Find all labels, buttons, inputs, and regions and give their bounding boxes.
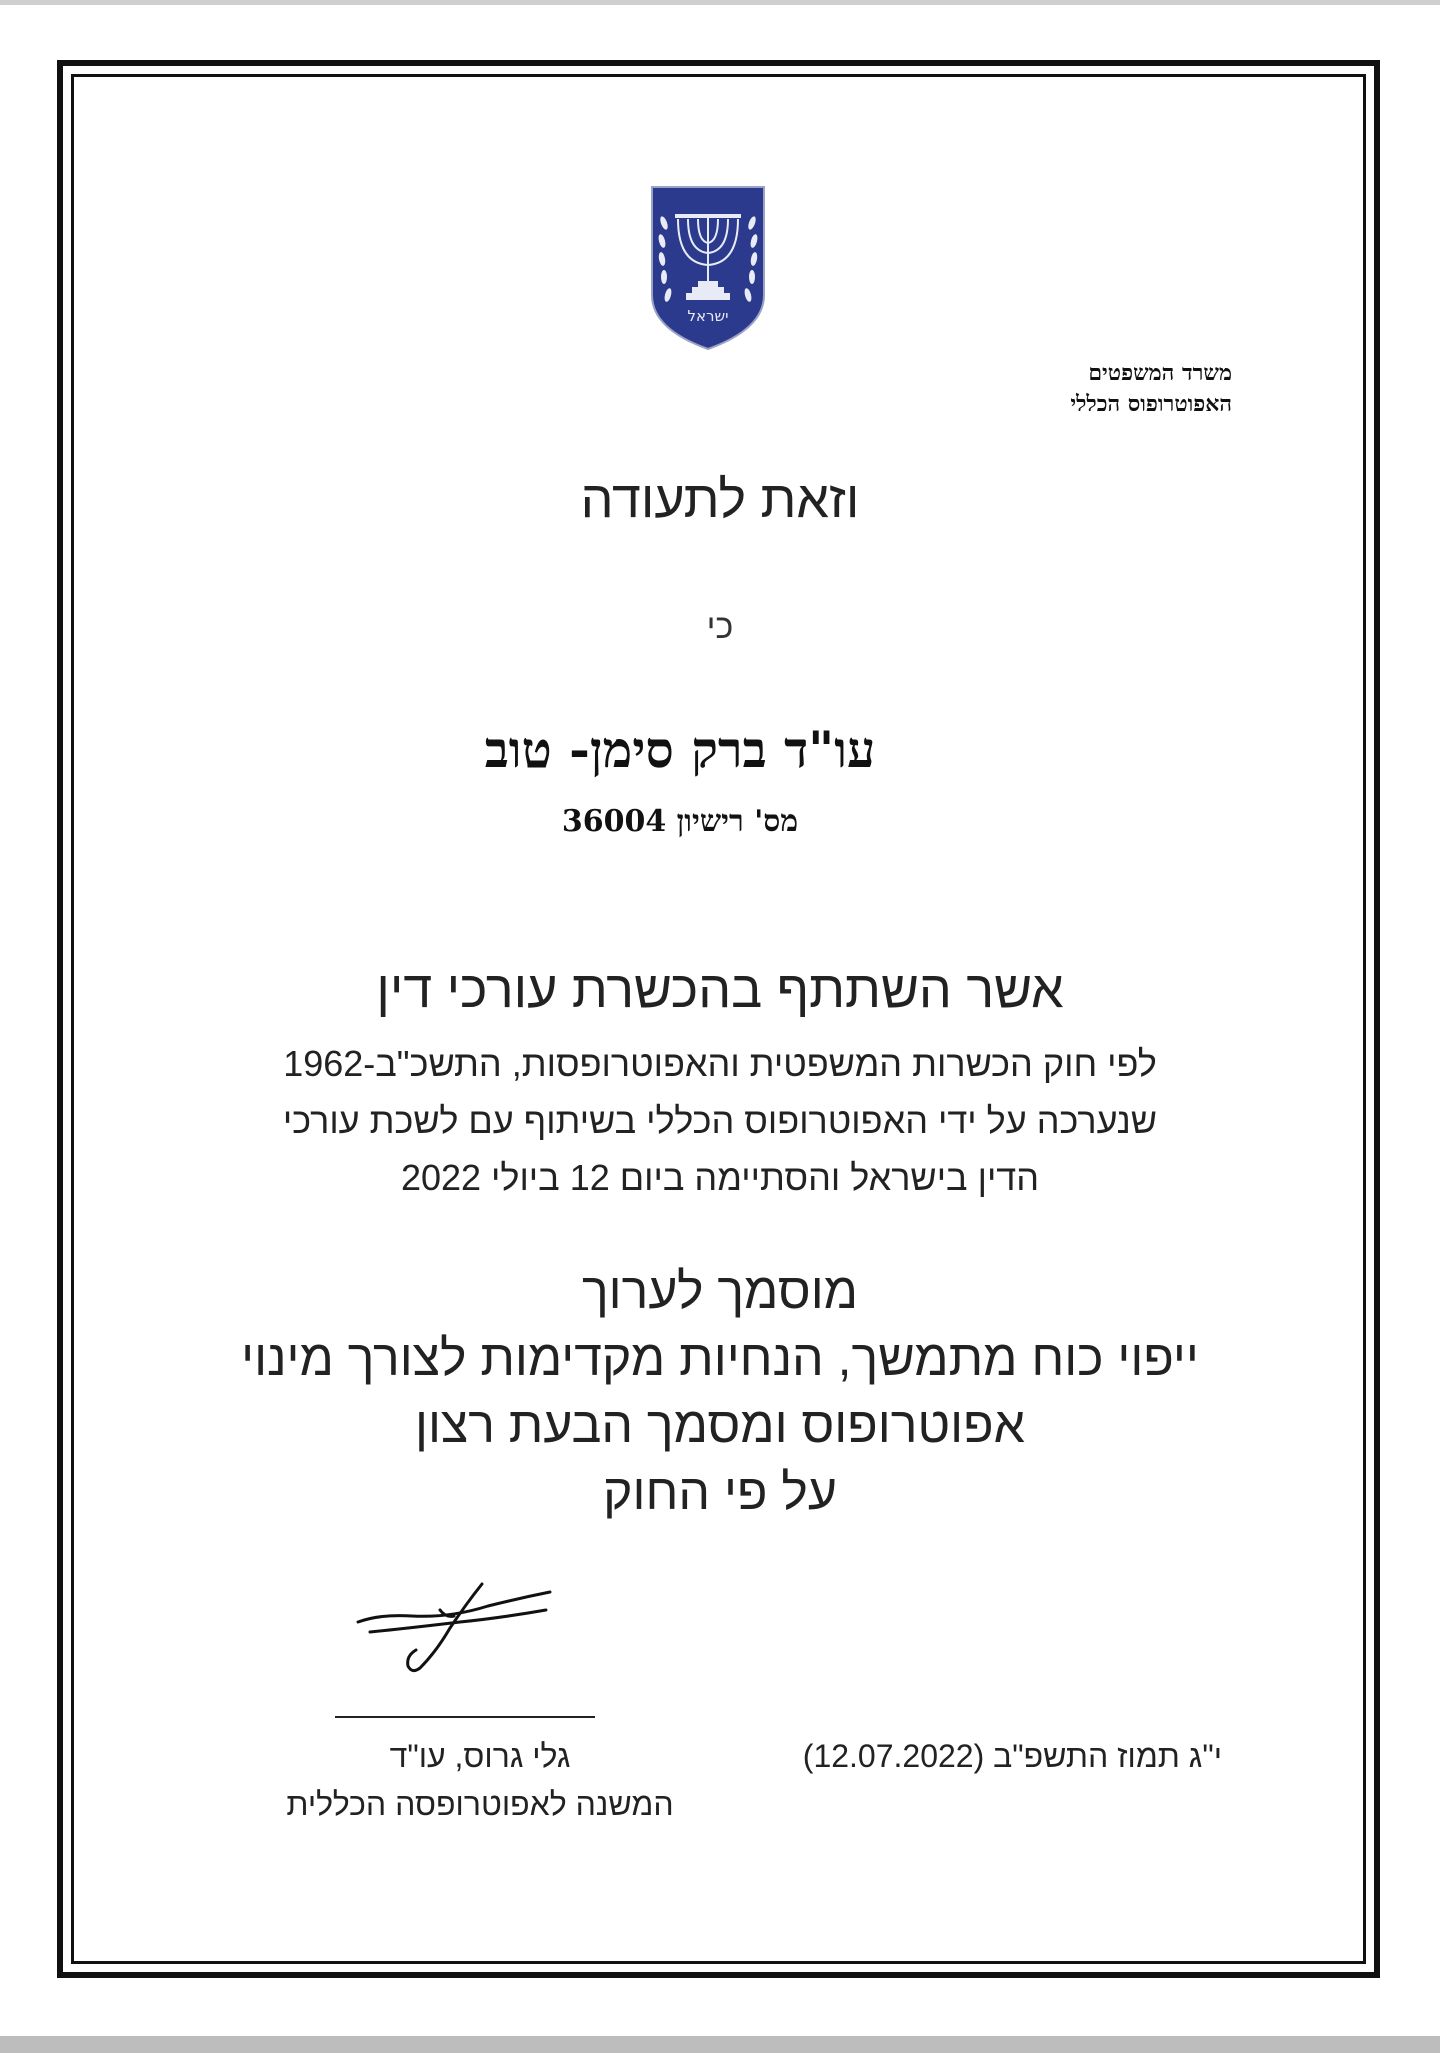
issue-date: י"ג תמוז התשפ"ב (12.07.2022)	[802, 1738, 1222, 1774]
handwritten-signature	[350, 1570, 560, 1680]
certificate-title: וזאת לתעודה	[580, 471, 860, 529]
law-line: הדין בישראל והסתיימה ביום 12 ביולי 2022	[400, 1157, 1040, 1198]
state-emblem-menorah-icon	[648, 183, 768, 353]
signer-title: המשנה לאפוטרופסה הכללית	[286, 1786, 674, 1822]
ministry-name: משרד המשפטים	[1088, 360, 1232, 386]
top-edge-bar	[0, 0, 1440, 5]
emblem-text: ישראל	[687, 307, 729, 325]
authorization-line: ייפוי כוח מתמשך, הנחיות מקדימות לצורך מינוי	[241, 1330, 1199, 1386]
authorization-line: על פי החוק	[603, 1464, 837, 1520]
bottom-edge-bar	[0, 2036, 1440, 2053]
signer-name: גלי גרוס, עו"ד	[389, 1738, 571, 1774]
authorization-line: מוסמך לערוך	[581, 1263, 859, 1319]
ministry-header	[1070, 358, 1232, 420]
certificate-connector: כי	[706, 608, 734, 646]
authorization-line: אפוטרופוס ומסמך הבעת רצון	[414, 1397, 1026, 1453]
law-line: שנערכה על ידי האפוטרופוס הכללי בשיתוף עם לשכת עורכי	[282, 1100, 1158, 1141]
law-paragraph	[0, 1035, 1440, 1206]
department-name: האפוטרופוס הכללי	[1070, 391, 1232, 417]
authorization-paragraph	[0, 1258, 1440, 1526]
recipient-name: עו"ד ברק סימן- טוב	[484, 720, 876, 779]
signature-line	[335, 1716, 595, 1718]
participation-statement: אשר השתתף בהכשרת עורכי דין	[376, 961, 1064, 1019]
law-line: לפי חוק הכשרות המשפטית והאפוטרופסות, התשכ"ב-1962	[283, 1043, 1157, 1084]
signer-block	[230, 1732, 730, 1828]
license-number: מס' רישיון 36004	[561, 804, 799, 839]
